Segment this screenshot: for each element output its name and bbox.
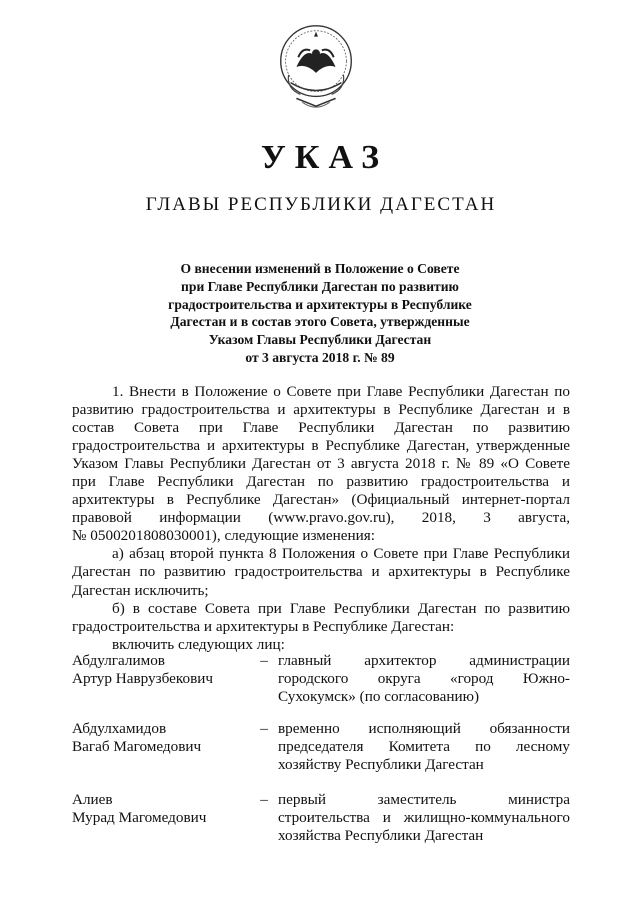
coat-of-arms-icon: [267, 18, 365, 116]
member-role-line: строительства и жилищно-коммунального: [278, 809, 570, 827]
paragraph-1-line: правовой информации (www.pravo.gov.ru), 2018, 3 августа,: [72, 509, 570, 527]
member-role-line: хозяйству Республики Дагестан: [278, 756, 484, 774]
member-name: [72, 791, 247, 827]
member-role-line: временно исполняющий обязанности: [278, 720, 570, 737]
decree-body: [72, 383, 570, 654]
decree-title-line: О внесении изменений в Положение о Совете: [180, 261, 460, 276]
member-role: [278, 652, 570, 706]
member-surname: Алиев: [72, 791, 113, 808]
paragraph-1-line: развитию градостроительства и архитектуры в Республике Дагестан и в: [72, 401, 570, 419]
member-role-line: председателя Комитета по лесному: [278, 738, 570, 756]
dash-separator: –: [260, 791, 268, 808]
paragraph-1-line: Указом Главы Республики Дагестан от 3 августа 2018 г. № 89 «О Совете: [72, 455, 570, 473]
decree-title: [120, 260, 520, 367]
issuing-authority: ГЛАВЫ РЕСПУБЛИКИ ДАГЕСТАН: [145, 194, 497, 215]
member-role: [278, 791, 570, 845]
member-surname: Абдулхамидов: [72, 720, 167, 737]
dash-separator: –: [260, 652, 268, 669]
paragraph-1-line: градостроительства и архитектуры в Республике Дагестан, утвержденные: [72, 437, 570, 455]
paragraph-1-line: № 0500201808030001), следующие изменения:: [72, 527, 375, 545]
decree-title-line: от 3 августа 2018 г. № 89: [245, 349, 395, 365]
member-role-line: первый заместитель министра: [278, 791, 570, 808]
decree-title-line: градостроительства и архитектуры в Республике: [168, 296, 472, 312]
decree-title-line: Указом Главы Республики Дагестан: [208, 332, 432, 348]
paragraph-1-line: 1. Внести в Положение о Совете при Главе Республики Дагестан по: [112, 383, 570, 400]
decree-heading: УКАЗ: [260, 139, 389, 176]
paragraph-a-line: а) абзац второй пункта 8 Положения о Совете при Главе Республики: [112, 545, 570, 563]
paragraph-1-line: состав Совета при Главе Республики Дагестан по развитию: [72, 419, 570, 437]
paragraph-b-line: б) в составе Совета при Главе Республики Дагестан по развитию: [112, 599, 570, 617]
paragraph-1-line: архитектуры в Республике Дагестан» (Официальный интернет-портал: [72, 491, 570, 509]
member-role-line: хозяйства Республики Дагестан: [278, 827, 484, 845]
decree-title-line: при Главе Республики Дагестан по развитию: [181, 278, 459, 294]
member-role-line: Сухокумск» (по согласованию): [278, 688, 480, 706]
member-given-names: Вагаб Магомедович: [72, 738, 202, 756]
paragraph-b-line: градостроительства и архитектуры в Республике Дагестан:: [72, 617, 455, 635]
member-role-line: главный архитектор администрации: [278, 652, 570, 669]
member-surname: Абдулгалимов: [72, 652, 165, 669]
paragraph-b-line: включить следующих лиц:: [112, 635, 285, 653]
paragraph-a-line: Дагестан по развитию градостроительства и архитектуры в Республике: [72, 563, 570, 581]
dash-separator: –: [260, 720, 268, 737]
member-role: [278, 720, 570, 774]
member-role-line: городского округа «город Южно-: [278, 670, 570, 688]
paragraph-1-line: при Главе Республики Дагестан по развитию градостроительства и: [72, 473, 570, 491]
member-name: [72, 720, 247, 756]
member-name: [72, 652, 247, 688]
decree-title-line: Дагестан и в состав этого Совета, утвержденные: [170, 314, 470, 330]
paragraph-a-line: Дагестан исключить;: [72, 581, 209, 599]
member-given-names: Мурад Магомедович: [72, 809, 207, 827]
member-given-names: Артур Наврузбекович: [72, 670, 214, 688]
